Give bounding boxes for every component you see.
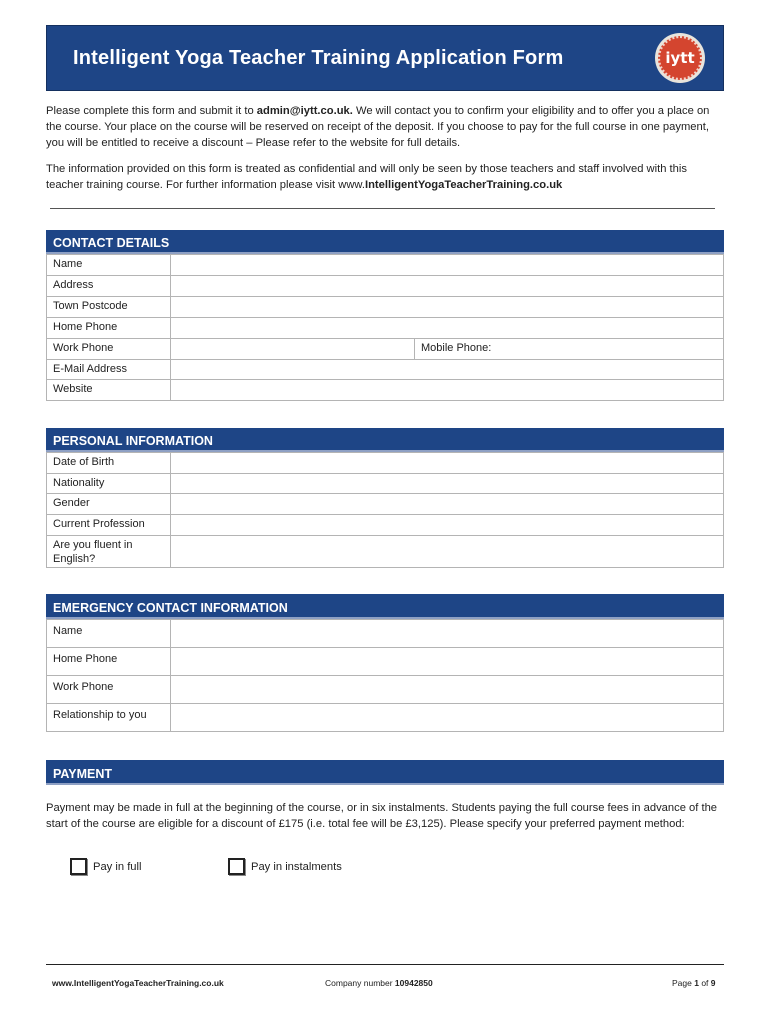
address-input[interactable] [171, 276, 724, 297]
personal-information-section [46, 428, 724, 568]
town-postcode-input[interactable] [171, 297, 724, 318]
current-profession-input[interactable] [171, 515, 724, 536]
admin-email[interactable]: admin@iytt.co.uk. [256, 105, 353, 117]
field-label: Website [47, 380, 171, 401]
emergency-work-phone-input[interactable] [171, 676, 724, 704]
field-label: Date of Birth [47, 453, 171, 474]
iytt-logo [655, 33, 705, 83]
website-input[interactable] [171, 380, 724, 401]
footer-divider [46, 964, 724, 965]
field-label: Relationship to you [47, 704, 171, 732]
gender-input[interactable] [171, 494, 724, 515]
intro-paragraph-1: Please complete this form and submit it to admin@iytt.co.uk. We will contact you to confirm your eligibility and to offer you a place on the course. Your place on the course will be reserved on receipt of the deposit. If you choose to pay for the full course in one payment, you will be entitled to receive a discount – Please refer to the website for full details. [46, 105, 710, 149]
section-heading: PERSONAL INFORMATION [46, 428, 724, 452]
field-label: Address [47, 276, 171, 297]
footer-page-number: Page 1 of 9 [672, 978, 716, 988]
mobile-phone-label: Mobile Phone: [421, 342, 492, 354]
emergency-contact-section [46, 594, 724, 732]
pay-in-instalments-checkbox[interactable] [228, 858, 245, 875]
pay-in-instalments-option[interactable] [228, 858, 342, 875]
footer-website[interactable]: www.IntelligentYogaTeacherTraining.co.uk [52, 978, 224, 988]
field-label: E-Mail Address [47, 360, 171, 380]
relationship-input[interactable] [171, 704, 724, 732]
logo-text: iytt [658, 36, 702, 80]
fluent-english-input[interactable] [171, 536, 724, 568]
field-label: Nationality [47, 474, 171, 494]
section-heading: CONTACT DETAILS [46, 230, 724, 254]
page-title: Intelligent Yoga Teacher Training Application Form [73, 46, 564, 69]
pay-in-full-label: Pay in full [93, 860, 142, 873]
field-label: Home Phone [47, 318, 171, 339]
field-label: Name [47, 255, 171, 276]
emergency-home-phone-input[interactable] [171, 648, 724, 676]
field-label: Current Profession [47, 515, 171, 536]
field-label: Work Phone [47, 339, 171, 360]
website-link[interactable]: IntelligentYogaTeacherTraining.co.uk [364, 179, 563, 191]
field-label: Name [47, 620, 171, 648]
section-heading: EMERGENCY CONTACT INFORMATION [46, 594, 724, 619]
emergency-name-input[interactable] [171, 620, 724, 648]
work-phone-input[interactable] [171, 339, 415, 360]
field-label: Home Phone [47, 648, 171, 676]
pay-in-full-checkbox[interactable] [70, 858, 87, 875]
contact-details-section [46, 230, 724, 401]
home-phone-input[interactable] [171, 318, 724, 339]
pay-in-full-option[interactable] [70, 858, 142, 875]
form-header [46, 25, 724, 91]
payment-description: Payment may be made in full at the beginning of the course, or in six instalments. Students paying the full course fees in advance of the start of the course are eligible for a discount of £175 (i.e. total fee will be £3,125). Please specify your preferred payment method: [46, 802, 718, 830]
footer-company-number: Company number 10942850 [325, 978, 433, 988]
date-of-birth-input[interactable] [171, 453, 724, 474]
field-label: Work Phone [47, 676, 171, 704]
mobile-phone-input[interactable] [415, 339, 724, 360]
divider [50, 208, 715, 209]
email-input[interactable] [171, 360, 724, 380]
field-label: Are you fluent in English? [47, 536, 171, 568]
nationality-input[interactable] [171, 474, 724, 494]
name-input[interactable] [171, 255, 724, 276]
section-heading: PAYMENT [46, 760, 724, 785]
pay-in-instalments-label: Pay in instalments [251, 860, 342, 873]
field-label: Gender [47, 494, 171, 515]
payment-section [46, 760, 724, 785]
field-label: Town Postcode [47, 297, 171, 318]
intro-paragraph-2: The information provided on this form is treated as confidential and will only be seen by those teachers and staff involved with this teacher training course. For further information please visit www.IntelligentYogaTeacherTraining.co.uk [46, 163, 687, 191]
